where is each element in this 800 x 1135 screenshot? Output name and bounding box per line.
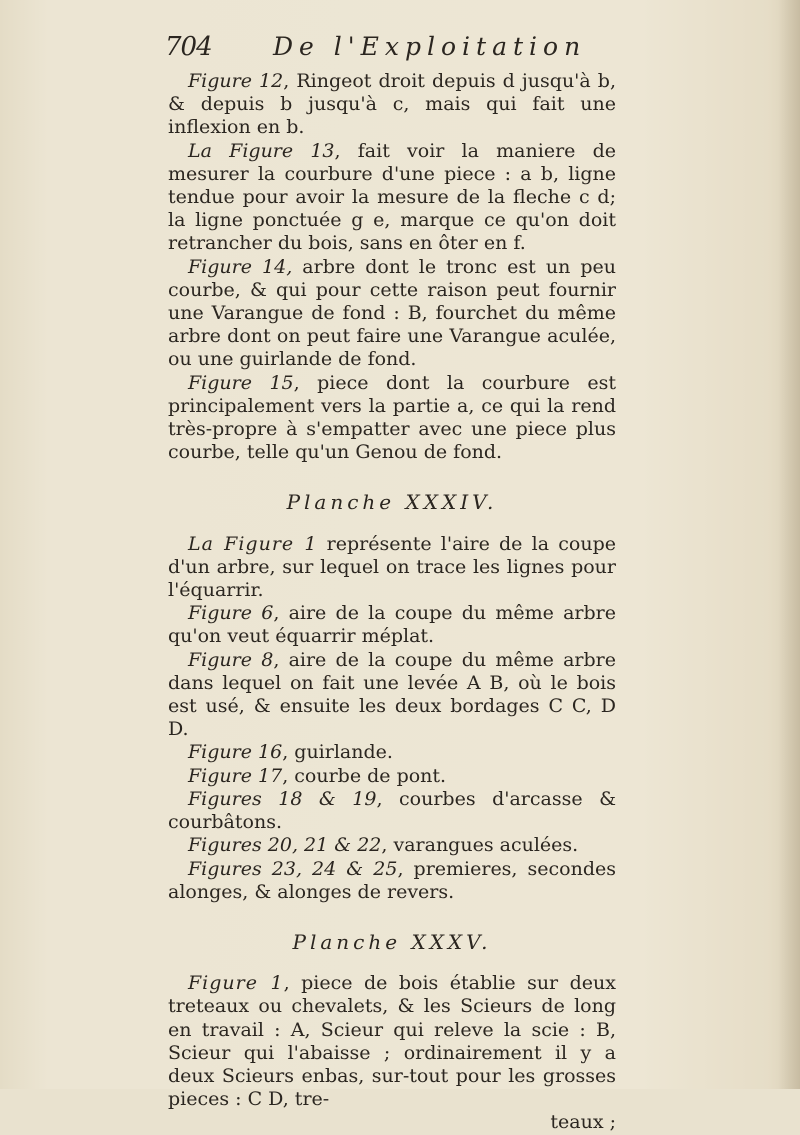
paragraph-text: , guirlande. <box>282 741 393 764</box>
figure-ref: Figure 6 <box>188 602 274 625</box>
paragraph-text: , Ringeot droit depuis d jusqu'à b, & depuis b jusqu'à c, mais qui fait une inflexion en b. <box>168 70 616 139</box>
paragraph-plate34-figure-1 <box>168 533 616 603</box>
figure-ref: La Figure 13 <box>188 139 335 162</box>
paragraph-plate34-figure-8 <box>168 649 616 742</box>
figure-ref: Figure 8 <box>188 648 274 671</box>
paragraph-figure-12 <box>168 70 616 140</box>
paragraph-figure-13 <box>168 140 616 256</box>
paragraph-text: , courbes d'arcasse & courbâtons. <box>168 787 617 834</box>
paragraph-text: , courbe de pont. <box>282 764 447 787</box>
running-header <box>165 32 635 72</box>
figure-ref: Figure 14, <box>188 255 293 278</box>
figure-ref: Figure 15 <box>188 371 294 394</box>
figure-ref: Figures 18 & 19 <box>188 787 377 810</box>
paragraph-continuation: teaux ; <box>550 1111 616 1134</box>
paragraph-text: arbre dont le tronc est un peu courbe, & qui pour cette raison peut fournir une Varangue de fond : B, fourchet du même arbre dont on peut faire une Varangue aculée, ou une guirlande de fond. <box>168 255 616 371</box>
page-edge-shadow <box>778 0 800 1089</box>
plate-heading-xxxv: Planche XXXV. <box>292 929 492 954</box>
paragraph-figure-14 <box>168 256 616 372</box>
paragraph-text: , aire de la coupe du même arbre dans lequel on fait une levée A B, où le bois est usé, & ensuite les deux bordages C C, D D. <box>168 648 616 741</box>
paragraph-plate35-figure-1 <box>168 972 616 1111</box>
figure-ref: Figure 17 <box>188 764 283 787</box>
paragraph-plate34-figure-17 <box>168 765 616 788</box>
figure-ref: Figures 20, 21 & 22 <box>188 834 382 857</box>
paragraph-plate34-figure-6 <box>168 602 616 648</box>
paragraph-text: , piece de bois établie sur deux treteaux ou chevalets, & les Scieurs de long en travail : A, Scieur qui releve la scie : B, Scieur qui l'abaisse ; ordinairement il y a deux Scieurs enbas, sur-tout pour les grosses pieces : C D, tre- <box>168 972 616 1111</box>
paragraph-plate34-figures-18-19 <box>168 788 616 834</box>
figure-ref: Figure 16 <box>188 741 283 764</box>
paragraph-text: , fait voir la maniere de mesurer la courbure d'une piece : a b, ligne tendue pour avoir la mesure de la fleche c d; la ligne ponctuée g e, marque ce qu'on doit retrancher du bois, sans en ôter en f. <box>168 139 616 255</box>
figure-ref: La Figure 1 <box>188 532 318 555</box>
figure-ref: Figure 12 <box>188 70 284 92</box>
figure-ref: Figures 23, 24 & 25 <box>188 857 398 880</box>
page-number: 704 <box>165 32 212 62</box>
paragraph-text: représente l'aire de la coupe d'un arbre, sur lequel on trace les lignes pour l'équarrir. <box>168 532 616 602</box>
paragraph-text: , piece dont la courbure est principalement vers la partie a, ce qui la rend très-propre à s'empatter avec une piece plus courbe, telle qu'un Genou de fond. <box>168 371 617 464</box>
paragraph-figure-15 <box>168 372 616 465</box>
plate-heading-xxxiv: Planche XXXIV. <box>286 490 498 515</box>
paragraph-text: , premieres, secondes alonges, & alonges de revers. <box>168 857 616 903</box>
running-title: De l'Exploitation <box>273 32 587 61</box>
page-body <box>168 70 616 1135</box>
paragraph-text: , varangues aculées. <box>381 834 579 857</box>
paragraph-text: , aire de la coupe du même arbre qu'on veut équarrir méplat. <box>168 602 616 648</box>
paragraph-plate34-figure-16 <box>168 741 616 764</box>
figure-ref: Figure 1 <box>188 972 284 995</box>
paragraph-plate34-figures-23-25 <box>168 858 616 904</box>
paragraph-plate34-figures-20-22 <box>168 834 616 857</box>
